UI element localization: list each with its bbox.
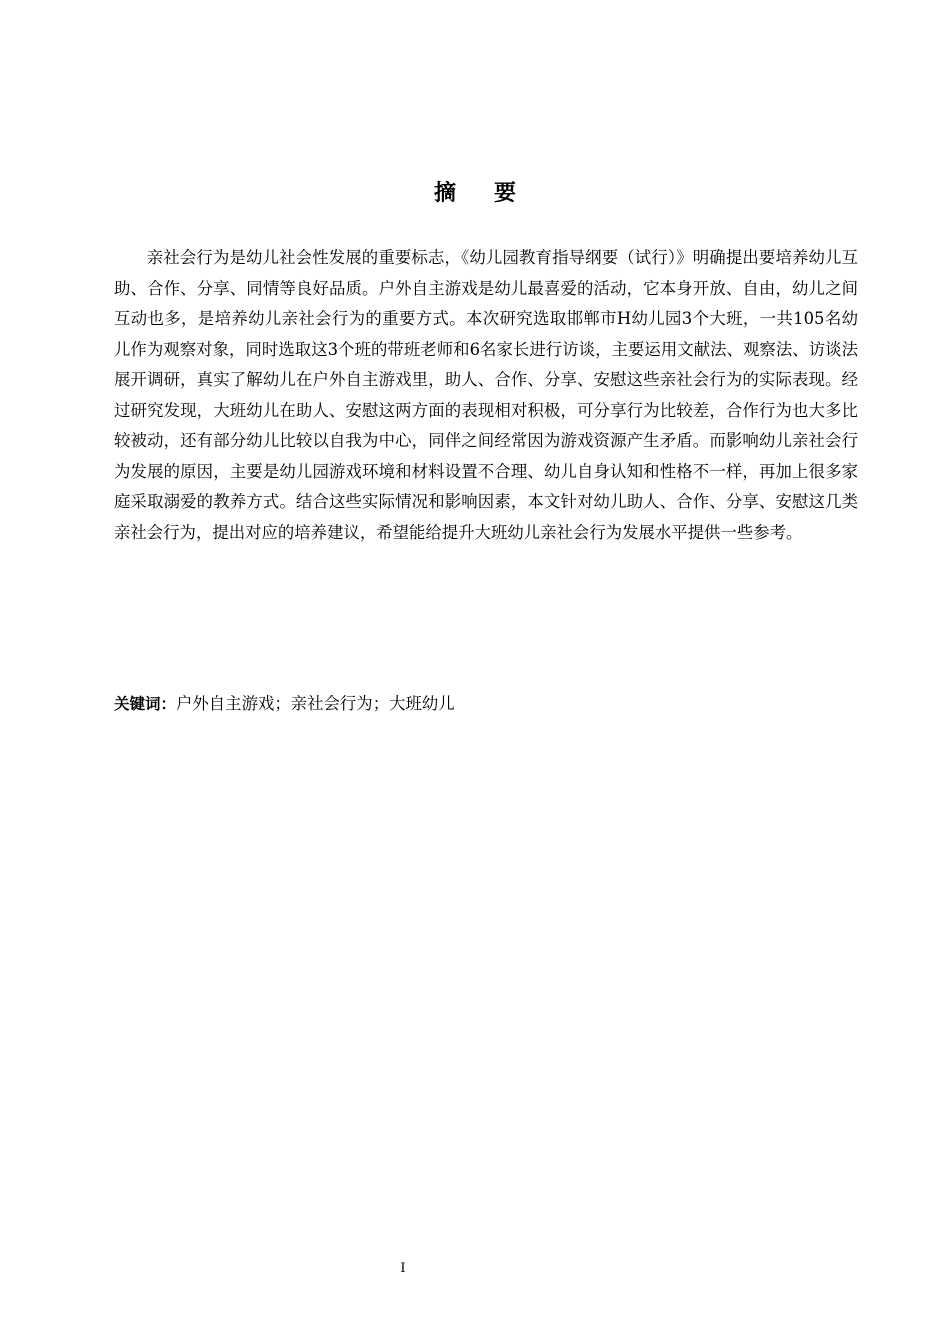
title-char-1: 摘 bbox=[433, 181, 456, 206]
keywords-line bbox=[114, 689, 858, 719]
abstract-title bbox=[0, 178, 950, 210]
page-number: I bbox=[400, 1261, 406, 1276]
abstract-body: 亲社会行为是幼儿社会性发展的重要标志，《幼儿园教育指导纲要（试行）》明确提出要培养幼儿互助、合作、分享、同情等良好品质。户外自主游戏是幼儿最喜爱的活动，它本身开放、自由，幼儿之间互动也多，是培养幼儿亲社会行为的重要方式。本次研究选取邯郸市H幼儿园3个大班，一共105名幼儿作为观察对象，同时选取这3个班的带班老师和6名家长进行访谈，主要运用文献法、观察法、访谈法展开调研，真实了解幼儿在户外自主游戏里，助人、合作、分享、安慰这些亲社会行为的实际表现。经过研究发现，大班幼儿在助人、安慰这两方面的表现相对积极，可分享行为比较差，合作行为也大多比较被动，还有部分幼儿比较以自我为中心，同伴之间经常因为游戏资源产生矛盾。而影响幼儿亲社会行为发展的原因，主要是幼儿园游戏环境和材料设置不合理、幼儿自身认知和性格不一样，再加上很多家庭采取溺爱的教养方式。结合这些实际情况和影响因素，本文针对幼儿助人、合作、分享、安慰这几类亲社会行为，提出对应的培养建议，希望能给提升大班幼儿亲社会行为发展水平提供一些参考。 bbox=[114, 248, 858, 542]
keywords-label: 关键词： bbox=[114, 695, 177, 713]
keywords-text: 户外自主游戏；亲社会行为；大班幼儿 bbox=[176, 694, 455, 713]
title-char-2: 要 bbox=[494, 181, 517, 206]
